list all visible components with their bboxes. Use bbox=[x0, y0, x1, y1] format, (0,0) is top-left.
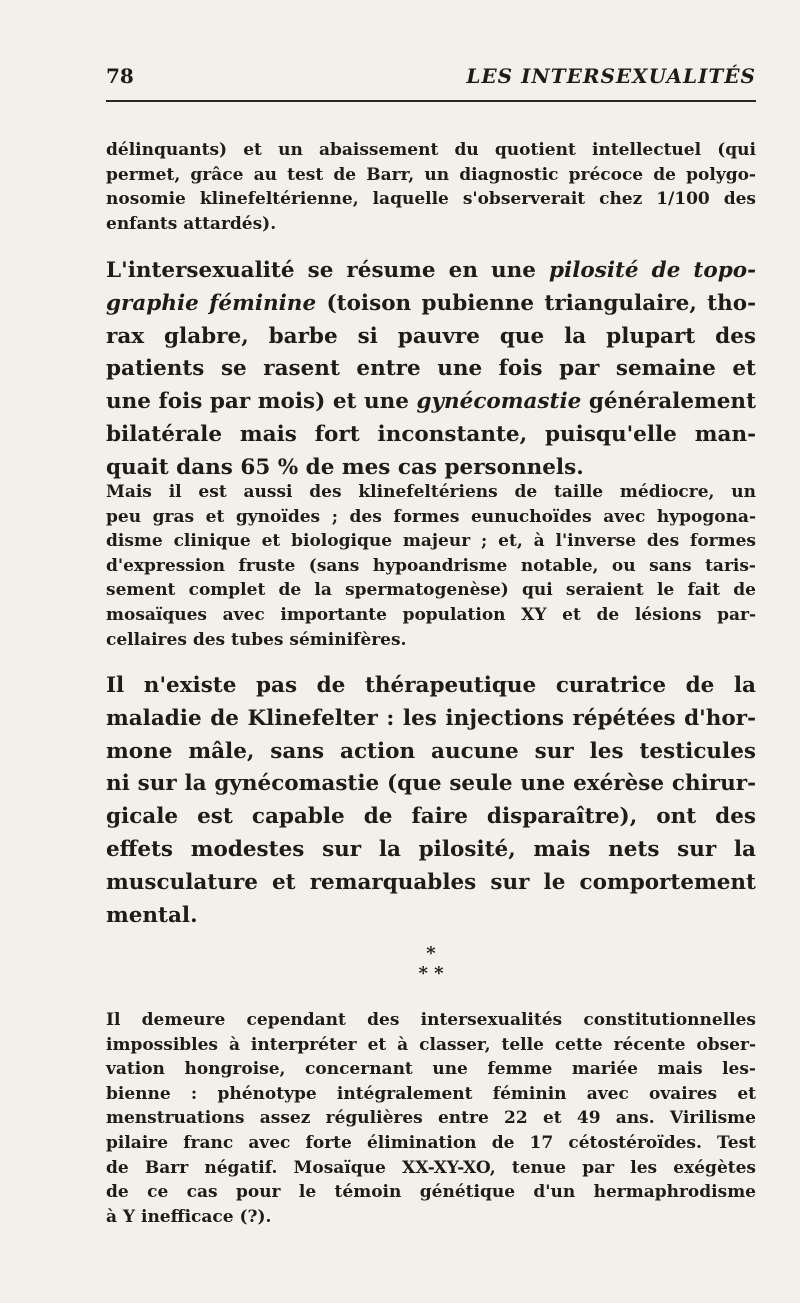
text-line: disme clinique et biologique majeur ; et, à l'inverse des formes bbox=[106, 531, 756, 552]
running-title: LES INTERSEXUALITÉS bbox=[466, 64, 756, 88]
emphasis-text: gynécomastie bbox=[416, 389, 582, 415]
text-line: patients se rasent entre une fois par semaine et bbox=[106, 356, 756, 382]
paragraph-5 bbox=[106, 1008, 756, 1229]
text-line: cellaires des tubes séminifères. bbox=[106, 629, 407, 650]
text-line: bilatérale mais fort inconstante, puisqu'elle man- bbox=[106, 421, 756, 447]
page-header bbox=[106, 64, 756, 102]
text-line: effets modestes sur la pilosité, mais nets sur la bbox=[106, 836, 756, 862]
text-line: à Y inefficace (?). bbox=[106, 1206, 272, 1227]
paragraph-2 bbox=[106, 255, 756, 485]
text-line: Il n'existe pas de thérapeutique curatrice de la bbox=[106, 673, 756, 698]
text-run: une fois par mois) et une bbox=[106, 389, 417, 415]
text-line: Il demeure cependant des intersexualités constitutionnelles bbox=[106, 1010, 756, 1030]
text-line: ni sur la gynécomastie (que seule une exérèse chirur- bbox=[106, 771, 756, 797]
emphasis-text: graphie féminine bbox=[106, 290, 317, 316]
text-line: mental. bbox=[106, 902, 198, 928]
text-line: mosaïques avec importante population XY et de lésions par- bbox=[106, 604, 756, 625]
text-line: impossibles à interpréter et à classer, telle cette récente obser- bbox=[106, 1034, 756, 1055]
page-number: 78 bbox=[106, 64, 134, 88]
text-line: peu gras et gynoïdes ; des formes eunuchoïdes avec hypogona- bbox=[106, 506, 756, 527]
text-line: d'expression fruste (sans hypoandrisme notable, ou sans taris- bbox=[106, 555, 756, 576]
text-line bbox=[106, 255, 756, 288]
text-line: musculature et remarquables sur le comportement bbox=[106, 869, 756, 895]
paragraph-3 bbox=[106, 480, 756, 652]
text-line: permet, grâce au test de Barr, un diagnostic précoce de polygo- bbox=[106, 164, 756, 185]
text-run: (toison pubienne triangulaire, tho- bbox=[316, 290, 756, 316]
text-line: nosomie klinefeltérienne, laquelle s'observerait chez 1/100 des bbox=[106, 189, 756, 210]
text-line: gicale est capable de faire disparaître), ont des bbox=[106, 804, 756, 830]
section-separator-top: * bbox=[426, 943, 436, 964]
section-separator-bottom: * * bbox=[418, 963, 444, 984]
text-line bbox=[106, 386, 756, 419]
text-line: bienne : phénotype intégralement féminin avec ovaires et bbox=[106, 1083, 756, 1104]
text-line: sement complet de la spermatogenèse) qui seraient le fait de bbox=[106, 580, 756, 601]
text-line: de Barr négatif. Mosaïque XX-XY-XO, tenue par les exégètes bbox=[106, 1157, 756, 1178]
text-line: menstruations assez régulières entre 22 et 49 ans. Virilisme bbox=[106, 1108, 756, 1129]
text-line: délinquants) et un abaissement du quotient intellectuel (qui bbox=[106, 140, 756, 160]
emphasis-text: pilosité de topo- bbox=[549, 258, 756, 283]
paragraph-1 bbox=[106, 138, 756, 236]
text-line: pilaire franc avec forte élimination de 17 cétostéroïdes. Test bbox=[106, 1132, 756, 1153]
text-line: vation hongroise, concernant une femme mariée mais les- bbox=[106, 1059, 756, 1080]
text-line bbox=[106, 288, 756, 321]
paragraph-4 bbox=[106, 670, 756, 932]
text-line: maladie de Klinefelter : les injections répétées d'hor- bbox=[106, 705, 756, 731]
text-line: Mais il est aussi des klinefeltériens de taille médiocre, un bbox=[106, 482, 756, 502]
text-line: de ce cas pour le témoin génétique d'un hermaphrodisme bbox=[106, 1182, 756, 1203]
text-line: quait dans 65 % de mes cas personnels. bbox=[106, 454, 584, 480]
text-line: mone mâle, sans action aucune sur les testicules bbox=[106, 738, 756, 764]
text-line: rax glabre, barbe si pauvre que la plupart des bbox=[106, 323, 756, 349]
text-run: L'intersexualité se résume en une bbox=[106, 258, 550, 283]
text-line: enfants attardés). bbox=[106, 213, 277, 234]
text-run: généralement bbox=[581, 389, 756, 415]
